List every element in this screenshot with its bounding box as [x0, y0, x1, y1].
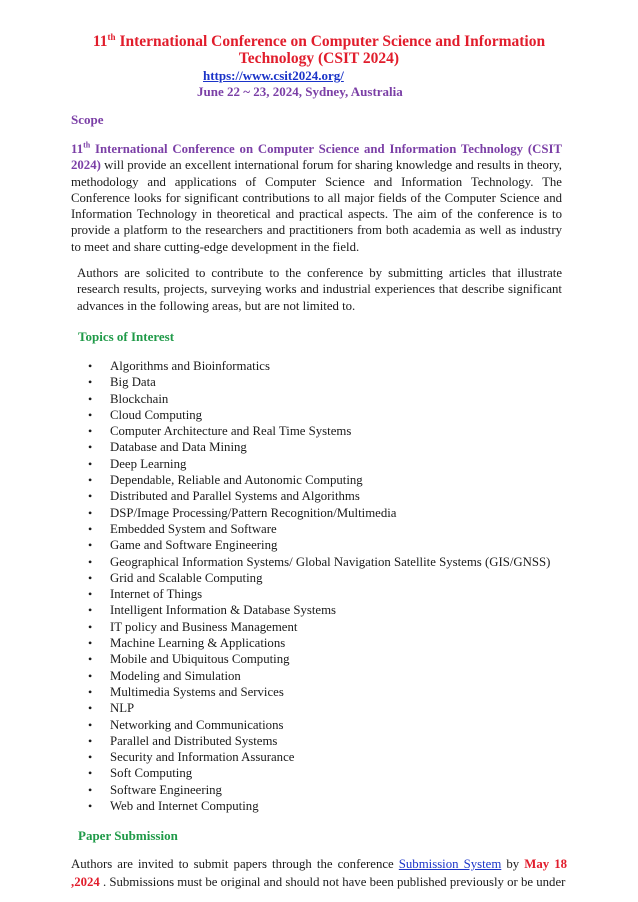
bullet-icon: • — [88, 440, 93, 455]
topic-list-item — [88, 765, 550, 781]
bullet-icon: • — [88, 521, 93, 536]
scope-lead-superscript: th — [83, 140, 91, 150]
bullet-icon: • — [88, 538, 93, 553]
topic-list-item — [88, 456, 550, 472]
bullet-icon: • — [88, 799, 93, 814]
title-superscript: th — [107, 31, 116, 42]
submission-text-before: Authors are invited to submit papers through the conference — [71, 857, 399, 871]
bullet-icon: • — [88, 554, 93, 569]
scope-heading: Scope — [71, 112, 104, 127]
topic-label: Computer Architecture and Real Time Systems — [110, 424, 352, 439]
topic-list-item — [88, 700, 550, 716]
topic-label: Security and Information Assurance — [110, 750, 295, 765]
topic-list-item — [88, 749, 550, 765]
submission-text-after: . Submissions must be original and should not have been published previously or be under — [99, 875, 566, 889]
bullet-icon: • — [88, 407, 93, 422]
topic-label: Geographical Information Systems/ Global Navigation Satellite Systems (GIS/GNSS) — [110, 554, 551, 569]
scope-lead-rest: International Conference on Computer Science and Information Technology (CSIT 2024) — [71, 142, 562, 173]
topic-list-item — [88, 391, 550, 407]
topic-list-item — [88, 472, 550, 488]
topic-label: Dependable, Reliable and Autonomic Computing — [110, 473, 363, 488]
bullet-icon: • — [88, 619, 93, 634]
bullet-icon: • — [88, 652, 93, 667]
topic-list-item — [88, 733, 550, 749]
bullet-icon: • — [88, 489, 93, 504]
topic-list-item — [88, 407, 550, 423]
topic-label: Software Engineering — [110, 782, 222, 797]
topic-label: Mobile and Ubiquitous Computing — [110, 652, 290, 667]
topic-label: Soft Computing — [110, 766, 193, 781]
conference-title-line1 — [0, 33, 638, 51]
topic-label: Web and Internet Computing — [110, 799, 259, 814]
topic-list-item — [88, 554, 550, 570]
topic-list-item — [88, 586, 550, 602]
topic-list-item — [88, 782, 550, 798]
bullet-icon: • — [88, 391, 93, 406]
bullet-icon: • — [88, 603, 93, 618]
bullet-icon: • — [88, 782, 93, 797]
topic-label: Blockchain — [110, 391, 169, 406]
bullet-icon: • — [88, 424, 93, 439]
topic-list-item — [88, 439, 550, 455]
topic-list-item — [88, 798, 550, 814]
topic-label: Parallel and Distributed Systems — [110, 733, 278, 748]
topic-label: Distributed and Parallel Systems and Algorithms — [110, 489, 360, 504]
submission-system-link[interactable]: Submission System — [398, 857, 502, 871]
topic-list-item — [88, 635, 550, 651]
topic-label: NLP — [110, 701, 135, 716]
title-number: 11 — [92, 33, 108, 50]
topic-list-item — [88, 537, 550, 553]
topic-list-item — [88, 619, 550, 635]
topic-list-item — [88, 651, 550, 667]
bullet-icon: • — [88, 473, 93, 488]
submission-text-by: by — [501, 857, 525, 871]
topic-label: Grid and Scalable Computing — [110, 570, 263, 585]
topic-label: Database and Data Mining — [110, 440, 247, 455]
bullet-icon: • — [88, 766, 93, 781]
conference-title-line2: Technology (CSIT 2024) — [238, 50, 400, 67]
topic-list-item — [88, 358, 550, 374]
topic-label: Deep Learning — [110, 456, 187, 471]
topic-label: Machine Learning & Applications — [110, 636, 286, 651]
topic-list-item — [88, 570, 550, 586]
bullet-icon: • — [88, 375, 93, 390]
scope-paragraph — [71, 141, 562, 255]
bullet-icon: • — [88, 717, 93, 732]
topic-label: Intelligent Information & Database Systems — [110, 603, 337, 618]
topic-label: Multimedia Systems and Services — [110, 684, 284, 699]
topic-label: IT policy and Business Management — [110, 619, 298, 634]
topic-list-item — [88, 602, 550, 618]
topics-heading: Topics of Interest — [78, 329, 175, 344]
bullet-icon: • — [88, 570, 93, 585]
topic-list-item — [88, 488, 550, 504]
topic-label: DSP/Image Processing/Pattern Recognition/Multimedia — [110, 505, 397, 520]
scope-lead-number: 11 — [71, 142, 84, 156]
topic-list-item — [88, 505, 550, 521]
topic-label: Modeling and Simulation — [110, 668, 241, 683]
topic-list-item — [88, 717, 550, 733]
topic-list-item — [88, 374, 550, 390]
bullet-icon: • — [88, 636, 93, 651]
submission-paragraph — [71, 855, 567, 891]
topics-list — [88, 358, 550, 814]
topic-label: Embedded System and Software — [110, 521, 277, 536]
bullet-icon: • — [88, 587, 93, 602]
topic-label: Networking and Communications — [110, 717, 284, 732]
bullet-icon: • — [88, 684, 93, 699]
bullet-icon: • — [88, 750, 93, 765]
conference-dates: June 22 ~ 23, 2024, Sydney, Australia — [197, 84, 403, 99]
bullet-icon: • — [88, 733, 93, 748]
topic-list-item — [88, 521, 550, 537]
topic-label: Internet of Things — [110, 587, 203, 602]
topic-list-item — [88, 668, 550, 684]
bullet-icon: • — [88, 456, 93, 471]
authors-paragraph: Authors are solicited to contribute to the conference by submitting articles that illustrate research results, projects, surveying works and industrial experiences that describe significant advances in the following areas, but are not limited to. — [77, 266, 562, 313]
topic-list-item — [88, 684, 550, 700]
conference-url-link[interactable]: https://www.csit2024.org/ — [203, 68, 344, 83]
bullet-icon: • — [88, 701, 93, 716]
topic-label: Algorithms and Bioinformatics — [110, 359, 270, 373]
paper-submission-heading: Paper Submission — [78, 828, 178, 843]
submission-deadline: May 18 ,2024 — [71, 857, 567, 889]
topic-label: Game and Software Engineering — [110, 538, 278, 553]
topic-list-item — [88, 423, 550, 439]
scope-body: will provide an excellent international forum for sharing knowledge and results in theory, methodology and applications of Computer Science and Information Technology. The Conference looks for significant contributions to all major fields of the Computer Science and Information Technology in theoretical and practical aspects. The aim of the conference is to provide a platform to the researchers and practitioners from both academia as well as industry to meet and share cutting-edge development in the field. — [71, 158, 562, 254]
topic-label: Cloud Computing — [110, 407, 203, 422]
topic-label: Big Data — [110, 375, 156, 390]
bullet-icon: • — [88, 359, 93, 373]
bullet-icon: • — [88, 668, 93, 683]
title-rest: International Conference on Computer Science and Information — [115, 33, 546, 50]
bullet-icon: • — [88, 505, 93, 520]
